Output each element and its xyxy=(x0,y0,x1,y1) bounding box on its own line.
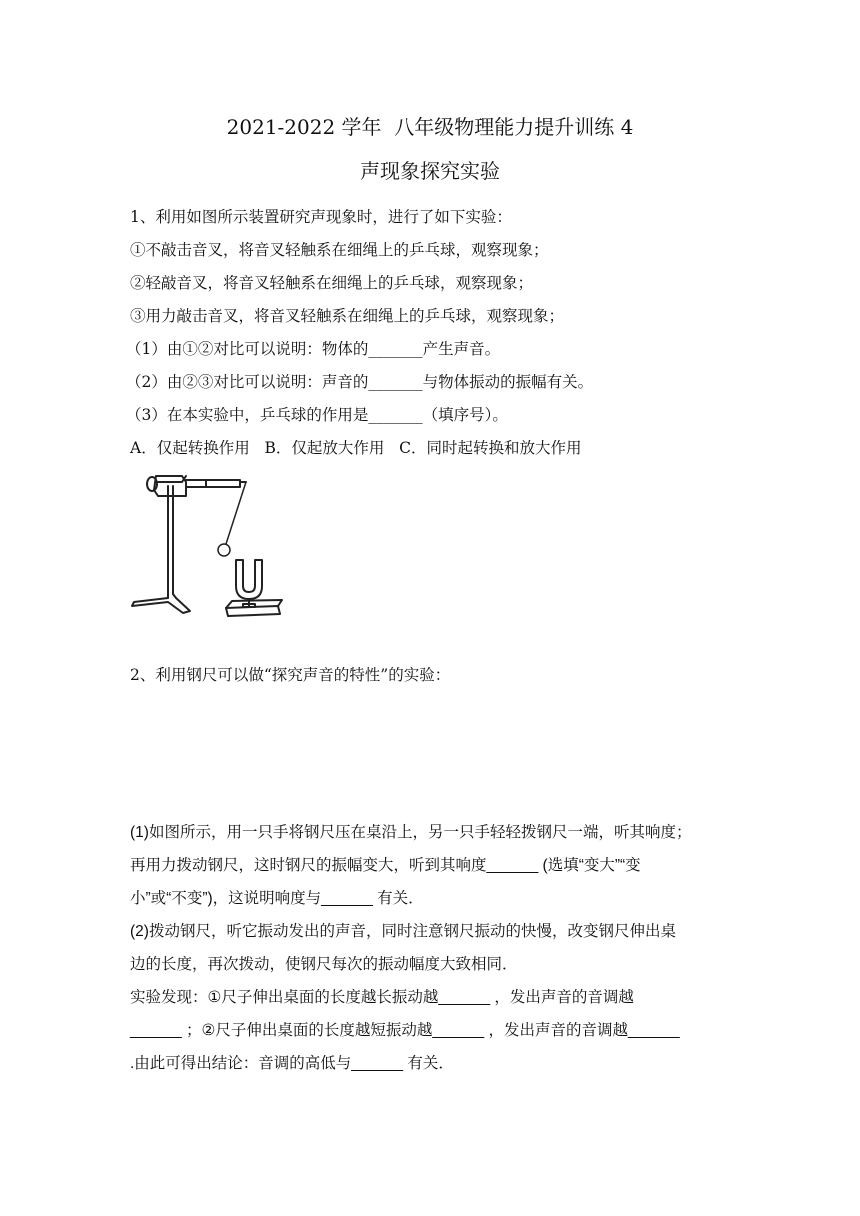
q2-stem: 2、利用钢尺可以做“探究声音的特性”的实验： xyxy=(130,666,451,684)
q2-part2-line2: 边的长度，再次拨动，使钢尺每次的振动幅度大致相同． xyxy=(130,956,518,973)
q1-step-1: ①不敲击音叉，将音叉轻触系在细绳上的乒乓球，观察现象； xyxy=(130,241,549,259)
q2-part1-line1: (1)如图所示，用一只手将钢尺压在桌沿上，另一只手轻轻拨钢尺一端，听其响度； xyxy=(130,824,692,841)
page-title: 2021-2022 学年 八年级物理能力提升训练 4 xyxy=(226,115,634,139)
q1-options: A．仅起转换作用 B．仅起放大作用 C．同时起转换和放大作用 xyxy=(130,439,582,457)
q1-sub-question-1: （1）由①②对比可以说明：物体的_______产生声音。 xyxy=(126,340,501,358)
q1-stem: 1、利用如图所示装置研究声现象时，进行了如下实验： xyxy=(130,208,512,226)
q1-sub-question-2: （2）由②③对比可以说明：声音的_______与物体振动的振幅有关。 xyxy=(126,373,594,391)
q1-sub-question-3: （3）在本实验中，乒乓球的作用是_______（填序号）。 xyxy=(126,406,508,424)
q2-part1-line3: 小”或“不变”)，这说明响度与______ 有关． xyxy=(130,890,424,907)
q2-part2-line1: (2)拨动钢尺，听它振动发出的声音，同时注意钢尺振动的快慢，改变钢尺伸出桌 xyxy=(130,923,676,940)
q1-step-3: ③用力敲击音叉，将音叉轻触系在细绳上的乒乓球，观察现象； xyxy=(130,307,565,325)
page-subtitle: 声现象探究实验 xyxy=(360,159,500,183)
q2-finding-line2: ______ ；②尺子伸出桌面的长度越短振动越______ ，发出声音的音调越______ xyxy=(130,1022,680,1039)
q2-finding-line1: 实验发现：①尺子伸出桌面的长度越长振动越______ ，发出声音的音调越 xyxy=(130,989,634,1006)
tuning-fork-ping-pong-apparatus-icon xyxy=(128,468,298,622)
q2-finding-line3: .由此可得出结论：音调的高低与______ 有关． xyxy=(130,1055,454,1072)
q2-part1-line2: 再用力拨动钢尺，这时钢尺的振幅变大，听到其响度______ (选填“变大”“变 xyxy=(130,857,641,874)
q1-step-2: ②轻敲音叉，将音叉轻触系在细绳上的乒乓球，观察现象； xyxy=(130,274,534,292)
